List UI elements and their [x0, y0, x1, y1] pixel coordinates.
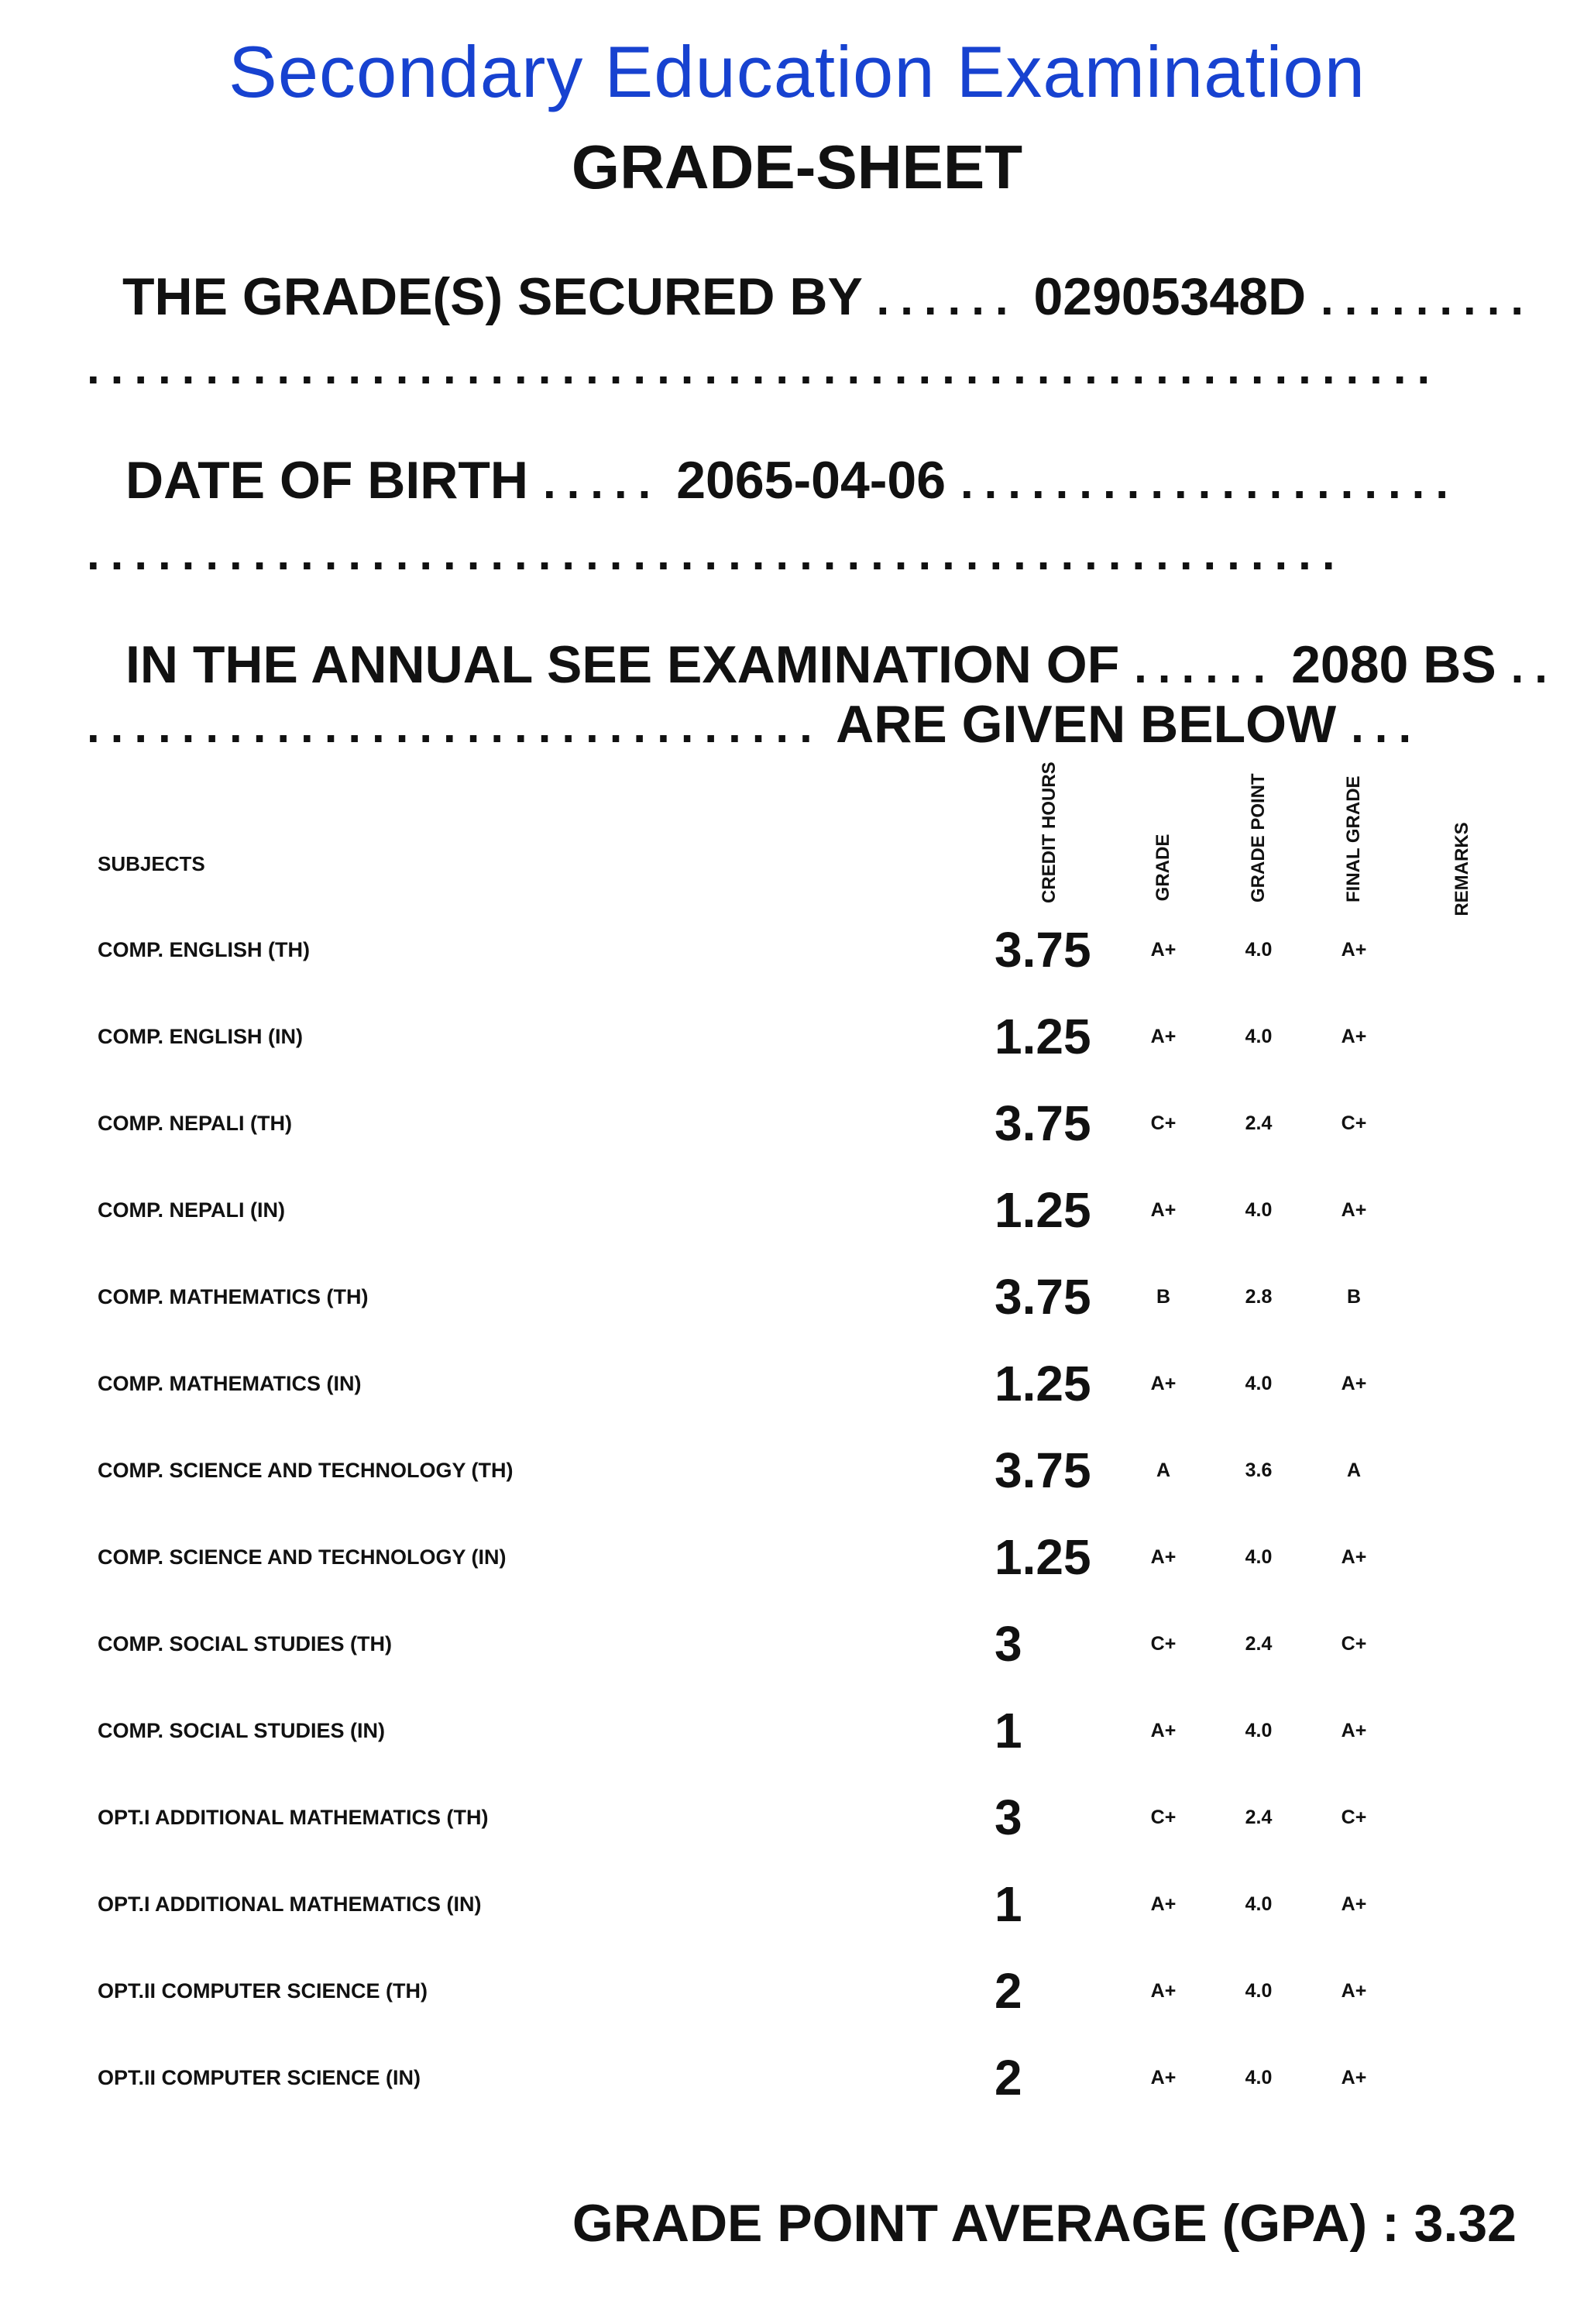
dot-leader: ..................... [960, 456, 1460, 508]
dot-leader: ..... [542, 456, 662, 508]
final-grade: B [1346, 1286, 1362, 1308]
dot-leader: ......... [1321, 273, 1535, 325]
grade-point: 4.0 [1245, 1720, 1273, 1741]
table-row [0, 1340, 1594, 1427]
grade-point: 2.8 [1245, 1286, 1273, 1308]
sheet-title: GRADE-SHEET [571, 132, 1023, 201]
credit-hours: 3 [995, 1789, 1022, 1845]
final-grade: A+ [1341, 1199, 1367, 1221]
grade: A+ [1150, 1546, 1177, 1568]
credit-hours: 2 [995, 1963, 1022, 2019]
final-grade: C+ [1341, 1807, 1367, 1828]
dob-value: 2065-04-06 [676, 451, 946, 510]
dob-line [125, 449, 1459, 514]
dob-label: DATE OF BIRTH [125, 451, 529, 510]
grade: B [1156, 1286, 1171, 1308]
grade-point: 2.4 [1245, 1807, 1273, 1828]
grade: A [1156, 1459, 1171, 1481]
grade-point: 3.6 [1245, 1459, 1273, 1481]
grade-point: 4.0 [1245, 1199, 1273, 1221]
dot-leader-line: ..................................................... [87, 528, 1346, 579]
table-row [0, 1080, 1594, 1167]
credit-hours: 3.75 [995, 922, 1091, 978]
grade: A+ [1150, 1893, 1177, 1915]
dot-leader-line: ......................................................... [87, 342, 1441, 394]
subject-name: COMP. SCIENCE AND TECHNOLOGY (IN) [98, 1545, 507, 1569]
table-row [0, 993, 1594, 1080]
dot-leader: ............................... [87, 700, 823, 752]
grade-point: 4.0 [1245, 1373, 1273, 1394]
dot-leader: .. [1510, 641, 1558, 693]
symbol-number: 02905348D [1033, 267, 1307, 326]
credit-hours: 3.75 [995, 1442, 1091, 1498]
gpa-label: GRADE POINT AVERAGE (GPA) : [572, 2194, 1400, 2253]
table-row [0, 1253, 1594, 1340]
table-row [0, 2034, 1594, 2121]
subject-name: COMP. NEPALI (TH) [98, 1112, 293, 1135]
exam-title: Secondary Education Examination [228, 31, 1366, 112]
secured-by-label: THE GRADE(S) SECURED BY [122, 267, 862, 326]
credit-hours: 1.25 [995, 1356, 1091, 1411]
grade-point: 4.0 [1245, 939, 1273, 961]
subject-name: COMP. MATHEMATICS (IN) [98, 1372, 362, 1395]
subject-name: COMP. ENGLISH (TH) [98, 938, 311, 961]
grade: A+ [1150, 939, 1177, 961]
table-row [0, 1514, 1594, 1600]
subject-name: COMP. SCIENCE AND TECHNOLOGY (TH) [98, 1459, 514, 1482]
final-grade: A+ [1341, 939, 1367, 961]
header-grade-point: GRADE POINT [1248, 773, 1269, 902]
grade-point: 4.0 [1245, 1980, 1273, 2002]
grade: A+ [1150, 1720, 1177, 1741]
credit-hours: 1.25 [995, 1009, 1091, 1064]
subject-name: COMP. ENGLISH (IN) [98, 1025, 304, 1048]
subject-name: OPT.II COMPUTER SCIENCE (IN) [98, 2066, 421, 2089]
grade-point: 4.0 [1245, 2067, 1273, 2089]
credit-hours: 3.75 [995, 1095, 1091, 1151]
table-row [0, 1948, 1594, 2034]
final-grade: A+ [1341, 1373, 1367, 1394]
subject-name: COMP. SOCIAL STUDIES (IN) [98, 1719, 386, 1742]
exam-line [125, 634, 1558, 698]
grade: A+ [1150, 2067, 1177, 2089]
secured-by-line [122, 266, 1534, 330]
final-grade: A+ [1341, 1980, 1367, 2002]
table-row [0, 1687, 1594, 1774]
grade: C+ [1150, 1112, 1177, 1134]
credit-hours: 3.75 [995, 1269, 1091, 1325]
final-grade: A+ [1341, 1720, 1367, 1741]
credit-hours: 1 [995, 1876, 1022, 1932]
subject-name: OPT.II COMPUTER SCIENCE (TH) [98, 1979, 428, 2003]
given-below-text: ARE GIVEN BELOW [836, 695, 1337, 754]
subject-name: COMP. MATHEMATICS (TH) [98, 1285, 369, 1308]
gpa-value: 3.32 [1414, 2194, 1517, 2253]
given-below-line [87, 693, 1422, 758]
dot-leader: ...... [1134, 641, 1277, 693]
grade: A+ [1150, 1026, 1177, 1047]
subject-name: OPT.I ADDITIONAL MATHEMATICS (TH) [98, 1806, 489, 1829]
final-grade: C+ [1341, 1633, 1367, 1655]
table-row [0, 906, 1594, 993]
grade: A+ [1150, 1373, 1177, 1394]
header-credit-hours: CREDIT HOURS [1039, 761, 1060, 903]
grade: A+ [1150, 1980, 1177, 2002]
final-grade: A+ [1341, 1893, 1367, 1915]
table-row [0, 1774, 1594, 1861]
subject-name: OPT.I ADDITIONAL MATHEMATICS (IN) [98, 1893, 482, 1916]
subject-name: COMP. NEPALI (IN) [98, 1198, 286, 1222]
header-grade: GRADE [1153, 834, 1173, 902]
gpa-line [572, 2192, 1517, 2254]
credit-hours: 3 [995, 1616, 1022, 1672]
final-grade: A+ [1341, 1026, 1367, 1047]
credit-hours: 1 [995, 1703, 1022, 1758]
table-row [0, 1427, 1594, 1514]
credit-hours: 2 [995, 2050, 1022, 2106]
subject-name: COMP. SOCIAL STUDIES (TH) [98, 1632, 393, 1655]
table-row [0, 1600, 1594, 1687]
final-grade: A+ [1341, 2067, 1367, 2089]
grade-point: 4.0 [1245, 1026, 1273, 1047]
table-row [0, 1167, 1594, 1253]
grade-point: 4.0 [1245, 1546, 1273, 1568]
grade-point: 2.4 [1245, 1112, 1273, 1134]
final-grade: A [1346, 1459, 1362, 1481]
grade: C+ [1150, 1633, 1177, 1655]
exam-year: 2080 BS [1291, 635, 1496, 694]
credit-hours: 1.25 [995, 1529, 1091, 1585]
grade: A+ [1150, 1199, 1177, 1221]
header-remarks: REMARKS [1451, 822, 1472, 916]
dot-leader: ...... [876, 273, 1019, 325]
header-final-grade: FINAL GRADE [1343, 775, 1364, 902]
header-subjects: SUBJECTS [98, 852, 205, 875]
grade-point: 2.4 [1245, 1633, 1273, 1655]
grade: C+ [1150, 1807, 1177, 1828]
grade-point: 4.0 [1245, 1893, 1273, 1915]
final-grade: C+ [1341, 1112, 1367, 1134]
exam-label: IN THE ANNUAL SEE EXAMINATION OF [125, 635, 1120, 694]
table-row [0, 1861, 1594, 1948]
final-grade: A+ [1341, 1546, 1367, 1568]
dot-leader: ... [1351, 700, 1423, 752]
credit-hours: 1.25 [995, 1182, 1091, 1238]
